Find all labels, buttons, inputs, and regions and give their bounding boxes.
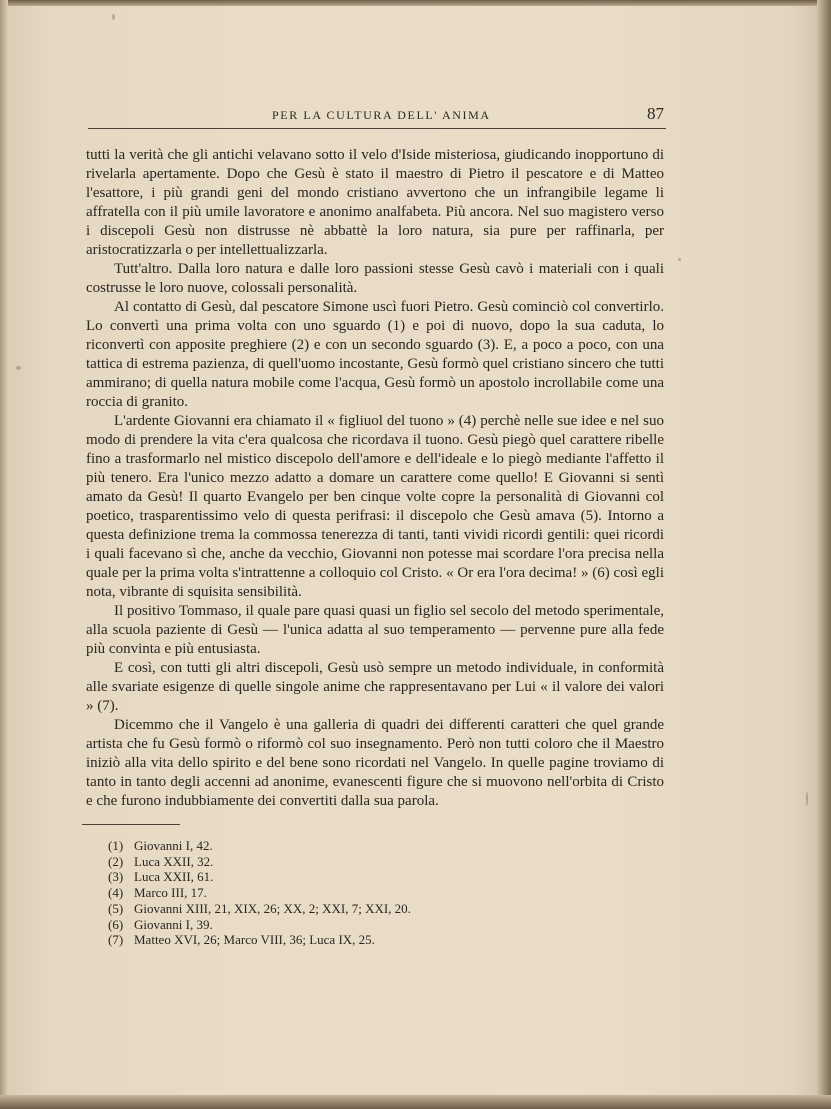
paper-speck xyxy=(806,792,808,806)
footnote-text: Giovanni XIII, 21, XIX, 26; XX, 2; XXI, 7; XXI, 20. xyxy=(134,900,411,916)
paper-speck xyxy=(678,258,681,261)
footnote-number: (7) xyxy=(108,932,124,948)
footnote-text: Matteo XVI, 26; Marco VIII, 36; Luca IX, 25. xyxy=(134,932,375,948)
footnotes xyxy=(108,838,411,948)
paragraph: L'ardente Giovanni era chiamato il « figliuol del tuono » (4) perchè nelle sue idee e nel suo modo di prendere la vita c'era qualcosa che ricordava il tuono. Gesù piegò quel carattere ribelle fino a trasformarlo nel mistico discepolo dell'amore e dell'ideale e lo piegò mediante l'affetto il più tenero. Era l'unico mezzo adatto a domare un carattere come quello! E Giovanni si sentì amato da Gesù! Il quarto Evangelo per ben cinque volte copre la personalità di Giovanni col poetico, trasparentissimo velo di questa perifrasi: il discepolo che Gesù amava (5). Intorno a questa definizione trema la commossa tenerezza di tanti, tanti vividi ricordi gentili: quei ricordi i quali facevano sì che, anche da vecchio, Giovanni non potesse mai scordare l'ora precisa nella quale per la prima volta s'intrattenne a colloquio col Cristo. « Or era l'ora decima! » (6) così egli nota, vibrante di squisita sensibilità. xyxy=(86,413,664,600)
page-number: 87 xyxy=(647,104,664,123)
paragraph: tutti la verità che gli antichi velavano sotto il velo d'Iside misteriosa, giudicando inopportuno di rivelarla apertamente. Dopo che Gesù è stato il maestro di Pietro il pescatore e di Matteo l'esattore, i più grandi geni del mondo cristiano avvertono che un infrangibile legame li affratella con il più umile lavoratore e anonimo analfabeta. Più ancora. Nel suo magistero verso i discepoli Gesù non distrusse nè abbattè la loro natura, sia pure per raffinarla, per aristocratizzarla o per intellettualizzarla. xyxy=(86,147,664,258)
page-edge-left xyxy=(0,0,8,1109)
footnote-text: Marco III, 17. xyxy=(134,885,207,901)
footnote xyxy=(108,869,411,885)
footnote xyxy=(108,901,411,917)
footnote-rule xyxy=(82,824,180,825)
footnote-number: (5) xyxy=(108,900,124,916)
footnote xyxy=(108,885,411,901)
paragraph: Dicemmo che il Vangelo è una galleria di quadri dei differenti caratteri che quel grande artista che fu Gesù formò o riformò col suo insegnamento. Però non tutti coloro che il Maestro iniziò alla vita dello spirito e del bene sono ricordati nel Vangelo. In quelle pagine troviamo di tanto in tanto degli accenni ad anonime, evanescenti figure che si muovono nell'orbita di Cristo e che furono indubbiamente dei convertiti dalla sua parola. xyxy=(86,717,664,809)
page-edge-bottom xyxy=(0,1095,831,1109)
footnote xyxy=(108,917,411,933)
paper-speck xyxy=(112,14,115,20)
running-header xyxy=(88,104,666,129)
footnote-number: (1) xyxy=(108,838,124,853)
paragraph: Il positivo Tommaso, il quale pare quasi quasi un figlio sel secolo del metodo sperimentale, alla scuola paziente di Gesù — l'unica adatta al suo temperamento — pervenne pure alla fede più convinta e più entusiasta. xyxy=(86,603,664,657)
footnote-text: Giovanni I, 39. xyxy=(134,916,213,932)
footnote xyxy=(108,838,411,854)
paragraph: E così, con tutti gli altri discepoli, Gesù usò sempre un metodo individuale, in conformità alle svariate esigenze di quelle singole anime che rappresentavano per Lui « il valore dei valori » (7). xyxy=(86,660,664,714)
footnote-text: Giovanni I, 42. xyxy=(134,838,213,853)
footnote xyxy=(108,854,411,870)
footnote-number: (6) xyxy=(108,916,124,932)
body-text xyxy=(86,146,664,811)
footnote-text: Luca XXII, 61. xyxy=(134,869,214,885)
paper-speck xyxy=(16,366,21,370)
running-title: PER LA CULTURA DELL' ANIMA xyxy=(272,108,491,122)
footnote xyxy=(108,932,411,948)
page-edge-top xyxy=(0,0,831,6)
footnote-number: (2) xyxy=(108,853,124,869)
paragraph: Al contatto di Gesù, dal pescatore Simone uscì fuori Pietro. Gesù cominciò col convertirlo. Lo convertì una prima volta con uno sguardo (1) e poi di nuovo, dopo la sua caduta, lo riconvertì con apposite preghiere (2) e con un secondo sguardo (3). E, a poco a poco, con una tattica di estrema pazienza, di quell'uomo incostante, Gesù formò quel cristiano sincero che tutti ammirano; di quella natura mobile come l'acqua, Gesù formò un apostolo incrollabile come una roccia di granito. xyxy=(86,299,664,410)
footnote-number: (4) xyxy=(108,885,124,901)
footnote-text: Luca XXII, 32. xyxy=(134,853,214,869)
paragraph: Tutt'altro. Dalla loro natura e dalle loro passioni stesse Gesù cavò i materiali con i quali costrusse le loro nuove, colossali personalità. xyxy=(86,261,664,296)
footnote-number: (3) xyxy=(108,869,124,885)
page-edge-right xyxy=(817,0,831,1109)
